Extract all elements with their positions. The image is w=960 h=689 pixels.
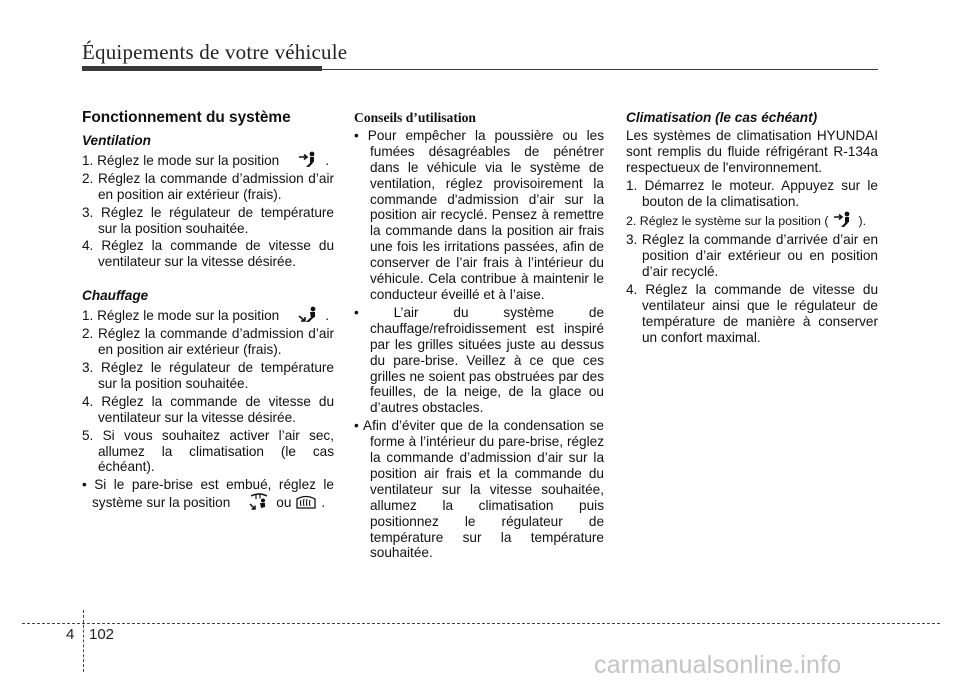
ventilation-step-2: 2. Réglez la commande d’admission d’air en position air extérieur (frais). <box>82 170 334 202</box>
footer-divider <box>83 610 84 672</box>
chauffage-step-3: 3. Réglez le régulateur de température sur la position souhaitée. <box>82 359 334 391</box>
climatisation-step-1: 1. Démarrez le moteur. Appuyez sur le bouton de la climatisation. <box>626 177 878 209</box>
page-number: 102 <box>89 626 115 643</box>
chauffage-bullet: • Si le pare-brise est embué, réglez le système sur la position ou . <box>82 477 334 511</box>
column-middle <box>354 110 604 563</box>
chauffage-title: Chauffage <box>82 288 149 304</box>
header-rule-thick <box>82 66 322 71</box>
section-heading: Fonctionnement du système <box>82 109 291 126</box>
ventilation-step-3: 3. Réglez le régulateur de température sur la position souhaitée. <box>82 204 334 236</box>
climatisation-title: Climatisation (le cas échéant) <box>626 110 818 125</box>
face-vent-icon <box>297 151 319 169</box>
climatisation-step-3: 3. Réglez la commande d’arrivée d’air en position d’air extérieur ou en position d’air recyclé. <box>626 232 878 280</box>
tip-item: • Afin d’éviter que de la condensation se forme à l’intérieur du pare-brise, réglez la commande d’admission d’air sur la position air frais et la commande du ventilateur sur la vitesse souhaitée, allumez la climatisation puis positionnez le régulateur de température sur la température souhaitée. <box>354 418 604 561</box>
tips-title: Conseils d’utilisation <box>354 110 476 125</box>
ventilation-step-4: 4. Réglez la commande de vitesse du ventilateur sur la vitesse désirée. <box>82 238 334 270</box>
climatisation-step-4: 4. Réglez la commande de vitesse du ventilateur ainsi que le régulateur de température de manière à conserver un confort maximal. <box>626 282 878 345</box>
chauffage-step-4: 4. Réglez la commande de vitesse du ventilateur sur la vitesse désirée. <box>82 393 334 425</box>
tip-item: • L’air du système de chauffage/refroidissement est inspiré par les grilles situées juste au dessus du pare-brise. Veillez à ce que ces grilles ne soient pas obstruées par des feuilles, de la neige, de la glace ou d’autres obstacles. <box>354 304 604 416</box>
tip-item: • Pour empêcher la poussière ou les fumées désagréables de pénétrer dans le véhicule via le système de ventilation, réglez provisoirement la commande d'admission d’air sur la position air recyclé. Pensez à remettre la commande dans la position air frais une fois les irritations passées, afin de conserver de l’air frais à l’intérieur du véhicule. Cela contribue à maintenir le conducteur éveillé et à l’aise. <box>354 127 604 302</box>
floor-defrost-icon <box>248 493 270 511</box>
chauffage-step-2: 2. Réglez la commande d’admission d’air en position air extérieur (frais). <box>82 326 334 358</box>
watermark: carmanualsonline.info <box>594 651 842 679</box>
ventilation-title: Ventilation <box>82 132 151 148</box>
climatisation-step-2: 2. Réglez le système sur la position ( ). <box>626 211 878 230</box>
chauffage-step-1: 1. Réglez le mode sur la position . <box>82 308 329 324</box>
column-left <box>82 110 334 513</box>
chauffage-step-5: 5. Si vous souhaitez activer l’air sec, allumez la climatisation (le cas échéant). <box>82 427 334 475</box>
climatisation-intro: Les systèmes de climatisation HYUNDAI sont remplis du fluide réfrigérant R-134a respectueux de l'environnement. <box>626 127 878 175</box>
header-rule-thin <box>322 69 878 71</box>
footer-rule <box>22 623 940 624</box>
page-header-title: Équipements de votre véhicule <box>82 40 348 64</box>
defrost-icon <box>295 493 317 511</box>
face-vent-icon <box>832 211 854 229</box>
column-right <box>626 110 878 348</box>
floor-icon <box>297 306 319 324</box>
chapter-number: 4 <box>66 626 75 643</box>
ventilation-step-1: 1. Réglez le mode sur la position . <box>82 152 329 168</box>
